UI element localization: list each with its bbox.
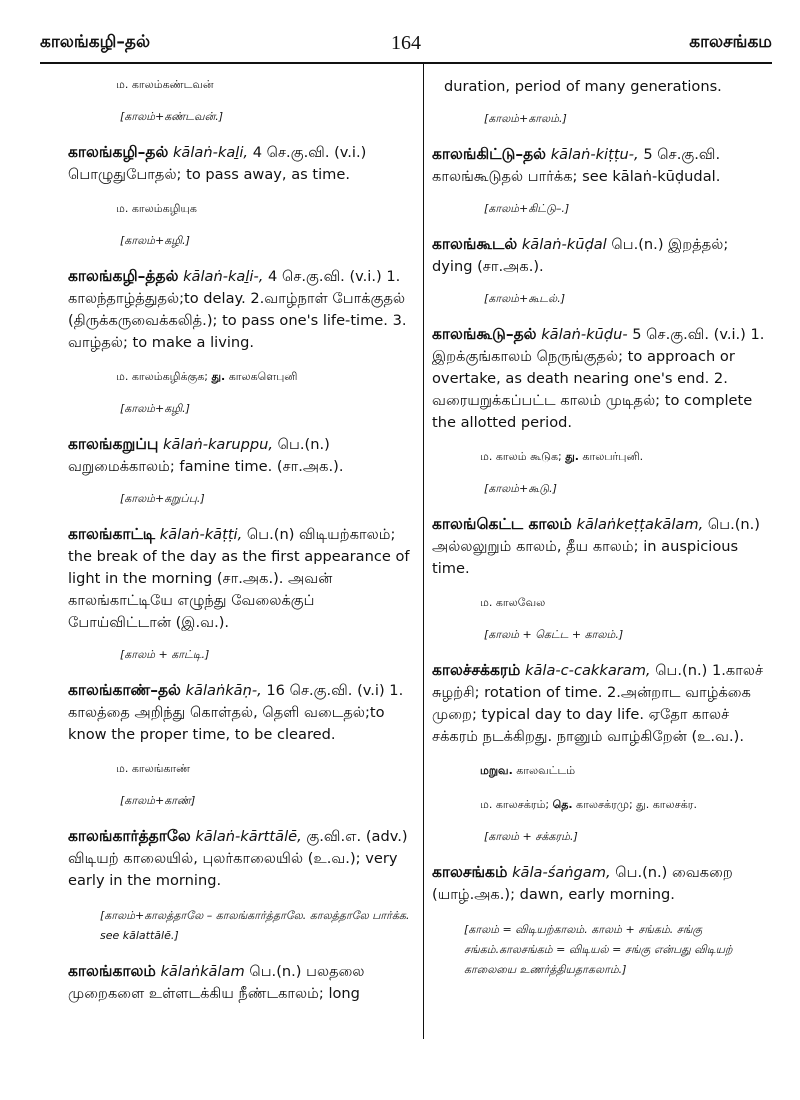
- etymology-bracket: [484, 112, 772, 127]
- page-number: 164: [391, 32, 421, 54]
- cognate-line: [480, 594, 772, 612]
- definition: duration, period of many generations.: [444, 78, 722, 95]
- transliteration: kālaṅ-kāṭṭi,: [159, 526, 243, 543]
- etymology-text: [காலம்+கழி.]: [120, 234, 190, 247]
- header-right-guideword: காலசங்கம: [689, 32, 772, 52]
- etymology-text: [காலம் + சக்கரம்.]: [484, 830, 578, 843]
- definition: 5 செ.கு.வி. (v.i.) 1. இறக்குங்காலம் நெருங்குதல்; to approach or overtake, as death nearing one's end. 2. வரையறுக்கப்பட்ட காலம் முடிதல்; to complete the allotted period.: [432, 326, 765, 431]
- etymology-text: [காலம்+கறுப்பு.]: [120, 492, 205, 505]
- transliteration: kālaṅ-kūḍal: [521, 236, 607, 253]
- dictionary-entry: [432, 861, 772, 906]
- dictionary-entry: [432, 513, 772, 580]
- etymology-note: [100, 906, 410, 946]
- etymology-text: [காலம்+காலம்.]: [484, 112, 567, 125]
- cognate-lang: மறுவ.: [480, 764, 513, 777]
- transliteration: kālaṅkālam: [160, 963, 245, 980]
- headword: காலங்கெட்ட காலம்: [432, 515, 572, 533]
- definition: 4 செ.கு.வி. (v.i.) 1. காலந்தாழ்த்துதல்;to delay. 2.வாழ்நாள் போக்குதல் (திருக்கருவைக்கலித்.); to pass one's life-time. 3. வாழ்தல்; to make a living.: [68, 268, 407, 351]
- etymology-bracket: [120, 110, 410, 125]
- cognate-text: ம. காலம் கூடுக;: [480, 450, 562, 463]
- definition: பெ.(n) விடியற்காலம்; the break of the day as the first appearance of light in the morning (சா.அக.). அவன் காலங்காட்டியே எழுந்து வேலைக்குப் போய்விட்டான் (இ.வ.).: [68, 526, 410, 631]
- headword: காலங்கார்த்தாலே: [68, 827, 191, 845]
- etymology-note: [464, 920, 772, 980]
- dictionary-entry: [68, 960, 410, 1005]
- etymology-text: [காலம்+காண்]: [120, 794, 196, 807]
- transliteration: kāla-c-cakkaram,: [525, 662, 651, 679]
- cognate-text: ம. காலசக்ரம்;: [480, 798, 550, 811]
- cognate-line: [116, 760, 410, 778]
- transliteration: kālaṅkeṭṭakālam,: [576, 516, 704, 533]
- dictionary-entry: [432, 323, 772, 434]
- cognate-line: [480, 762, 772, 780]
- cognate-text: ம. காலம்கழிக்குக;: [116, 370, 208, 383]
- dictionary-entry: [68, 265, 410, 354]
- etymology-bracket: [120, 402, 410, 417]
- etymology-text: [காலம்+கூடு.]: [484, 482, 557, 495]
- etymology-text: [காலம்+கிட்டு–.]: [484, 202, 570, 215]
- dictionary-entry: [68, 679, 410, 746]
- etymology-text: [காலம்+கண்டவன்.]: [120, 110, 224, 123]
- etymology-text: [காலம்+கூடல்.]: [484, 292, 565, 305]
- dictionary-entry: [68, 523, 410, 634]
- cognate-rest: காலபர்புனி.: [582, 450, 644, 463]
- definition: பெ.(n.) 1.காலச் சுழற்சி; rotation of time. 2.அன்றாட வாழ்க்கை முறை; typical day to day life. ஏதோ காலச் சக்கரம் நடக்கிறது. நானும் வாழ்கிறேன் (உ.வ.).: [432, 662, 764, 745]
- dictionary-entry: [432, 659, 772, 748]
- dictionary-entry: [68, 141, 410, 186]
- cognate-rest: காலசக்ரமு; து. காலசக்ர.: [576, 798, 697, 811]
- transliteration: kālaṅkāṇ-,: [185, 682, 262, 699]
- definition: 16 செ.கு.வி. (v.i) 1. காலத்தை அறிந்து கொள்தல், தெளி வடைதல்;to know the proper time, to be cleared.: [68, 682, 404, 743]
- headword: காலங்காண்–தல்: [68, 681, 181, 699]
- cognate-lang: தெ.: [552, 798, 573, 811]
- etymology-bracket: [120, 648, 410, 663]
- etymology-text: [காலம்+காலத்தாலே – காலங்கார்த்தாலே. காலத்தாலே பார்க்க. see kālattālē.]: [100, 909, 410, 942]
- headword: காலங்கழி–தல்: [68, 143, 169, 161]
- etymology-bracket: [484, 482, 772, 497]
- etymology-bracket: [120, 794, 410, 809]
- headword: காலங்காலம்: [68, 962, 156, 980]
- cognate-text: ம. காலம்கண்டவன்: [116, 78, 214, 91]
- cognate-text: ம. காலவேல: [480, 596, 546, 609]
- headword: காலங்காட்டி: [68, 525, 156, 543]
- etymology-bracket: [120, 234, 410, 249]
- headword: காலங்கழி–த்தல்: [68, 267, 179, 285]
- transliteration: kālaṅ-karuppu,: [163, 436, 274, 453]
- etymology-bracket: [484, 830, 772, 845]
- page-header: [40, 28, 772, 64]
- left-column: [68, 76, 410, 1019]
- headword: காலசங்கம்: [432, 863, 508, 881]
- cognate-line: [116, 200, 410, 218]
- etymology-text: [காலம்+கழி.]: [120, 402, 190, 415]
- etymology-bracket: [484, 292, 772, 307]
- entry-continuation: [432, 76, 772, 98]
- column-divider: [423, 64, 424, 1039]
- transliteration: kālaṅ-kārttālē,: [195, 828, 302, 845]
- cognate-lang: து.: [565, 450, 579, 463]
- cognate-line: [480, 796, 772, 814]
- definition: பெ.(n.) வைகறை (யாழ்.அக.); dawn, early morning.: [432, 864, 733, 903]
- headword: காலங்கூடல்: [432, 235, 518, 253]
- etymology-bracket: [484, 202, 772, 217]
- header-left-guideword: காலங்கழி–தல்: [40, 32, 151, 52]
- cognate-line: [480, 448, 772, 466]
- definition: பெ.(n.) அல்லலுறும் காலம், தீய காலம்; in auspicious time.: [432, 516, 760, 577]
- definition: பெ.(n.) இறத்தல்; dying (சா.அக.).: [432, 236, 729, 275]
- definition: கு.வி.எ. (adv.) விடியற் காலையில், புலர்காலையில் (உ.வ.); very early in the morning.: [68, 828, 408, 889]
- cognate-rest: காலகளெபுனி: [228, 370, 298, 383]
- cognate-text: ம. காலங்காண்: [116, 762, 191, 775]
- dictionary-entry: [432, 233, 772, 278]
- dictionary-entry: [68, 825, 410, 892]
- definition: 4 செ.கு.வி. (v.i.) பொழுதுபோதல்; to pass away, as time.: [68, 144, 367, 183]
- cognate-text: ம. காலம்கழியுக: [116, 202, 197, 215]
- right-column: [432, 76, 772, 994]
- transliteration: kālaṅ-kiṭṭu-,: [550, 146, 639, 163]
- definition: 5 செ.கு.வி. காலங்கூடுதல் பார்க்க; see kālaṅ-kūḍudal.: [432, 146, 721, 185]
- transliteration: kālaṅ-kūḍu-: [541, 326, 628, 343]
- transliteration: kāla-śaṅgam,: [512, 864, 611, 881]
- etymology-text: [காலம் = விடியற்காலம். காலம் + சங்கம். சங்கு சங்கம்.காலசங்கம் = விடியல் = சங்கு என்பது விடியற் காலையை உணர்த்தியதாகலாம்.]: [464, 923, 733, 976]
- dictionary-entry: [432, 143, 772, 188]
- headword: காலங்கூடு–தல்: [432, 325, 537, 343]
- cognate-rest: காலவட்டம்: [516, 764, 576, 777]
- headword: காலச்சக்கரம்: [432, 661, 521, 679]
- definition: பெ.(n.) வறுமைக்காலம்; famine time. (சா.அக.).: [68, 436, 344, 475]
- headword: காலங்கிட்டு–தல்: [432, 145, 547, 163]
- etymology-text: [காலம் + காட்டி.]: [120, 648, 210, 661]
- dictionary-entry: [68, 433, 410, 478]
- definition: பெ.(n.) பலதலை முறைகளை உள்ளடக்கிய நீண்டகாலம்; long: [68, 963, 365, 1002]
- transliteration: kālaṅ-kaḻi-,: [183, 268, 264, 285]
- cognate-line: [116, 76, 410, 94]
- etymology-text: [காலம் + கெட்ட + காலம்.]: [484, 628, 624, 641]
- cognate-line: [116, 368, 410, 386]
- etymology-bracket: [484, 628, 772, 643]
- transliteration: kālaṅ-kaḻi,: [172, 144, 249, 161]
- headword: காலங்கறுப்பு: [68, 435, 159, 453]
- etymology-bracket: [120, 492, 410, 507]
- cognate-lang: து.: [211, 370, 226, 383]
